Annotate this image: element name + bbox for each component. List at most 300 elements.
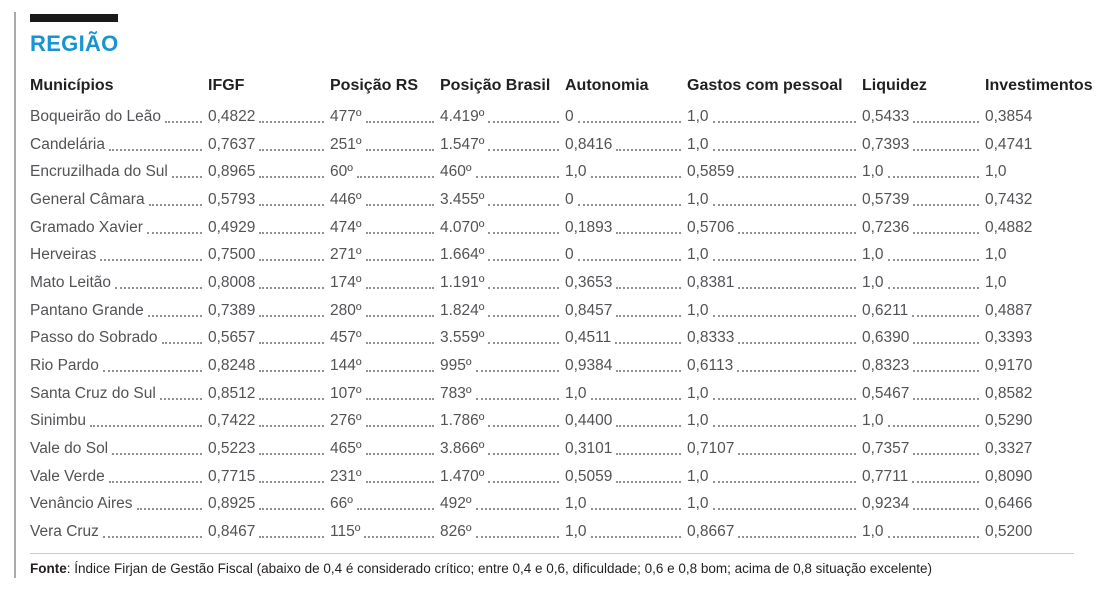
dot-leader: [888, 526, 979, 538]
cell-value: 0,4741: [985, 135, 1033, 153]
cell-value: 1,0: [985, 163, 1007, 181]
cell-posicao-brasil: [440, 412, 565, 430]
dot-leader: [259, 332, 324, 344]
dot-leader: [476, 526, 559, 538]
cell-value: Vera Cruz: [30, 523, 99, 541]
cell-value: 1.664º: [440, 246, 485, 264]
cell-value: 1,0: [687, 301, 709, 319]
cell-value: 1.786º: [440, 412, 485, 430]
cell-value: 783º: [440, 384, 472, 402]
cell-posicao-brasil: [440, 136, 565, 154]
table-row: [30, 463, 1104, 491]
dot-leader: [591, 388, 681, 400]
cell-autonomia: [565, 468, 687, 486]
cell-value: 271º: [330, 246, 362, 264]
cell-value: 0,5793: [208, 190, 256, 208]
dot-leader: [488, 249, 559, 261]
dot-leader: [488, 222, 559, 234]
table-row: [30, 435, 1104, 463]
cell-value: 1,0: [687, 467, 709, 485]
cell-posicao-brasil: [440, 163, 565, 181]
table-row: [30, 214, 1104, 242]
cell-value: 3.559º: [440, 329, 485, 347]
cell-value: 251º: [330, 135, 362, 153]
dot-leader: [259, 166, 324, 178]
dot-leader: [616, 443, 681, 455]
dot-leader: [913, 360, 979, 372]
cell-value: 0,5467: [862, 384, 910, 402]
cell-gastos-pessoal: [687, 274, 862, 292]
dot-leader: [259, 526, 324, 538]
cell-autonomia: [565, 191, 687, 209]
cell-value: 0,3393: [985, 329, 1033, 347]
dot-leader: [713, 139, 856, 151]
dot-leader: [476, 388, 559, 400]
cell-investimentos: [985, 495, 1104, 513]
cell-value: 1,0: [687, 135, 709, 153]
cell-value: 0,4882: [985, 218, 1033, 236]
cell-gastos-pessoal: [687, 412, 862, 430]
cell-municipio: [30, 108, 208, 126]
dot-leader: [888, 166, 979, 178]
dot-leader: [912, 471, 979, 483]
cell-value: Rio Pardo: [30, 357, 99, 375]
cell-municipio: [30, 523, 208, 541]
dot-leader: [913, 222, 979, 234]
cell-value: General Câmara: [30, 190, 145, 208]
dot-leader: [913, 443, 979, 455]
cell-autonomia: [565, 495, 687, 513]
cell-value: Gramado Xavier: [30, 218, 143, 236]
dot-leader: [259, 360, 324, 372]
cell-value: 1.191º: [440, 273, 485, 291]
cell-posicao-rs: [330, 495, 440, 513]
cell-value: 474º: [330, 218, 362, 236]
cell-value: 0,9170: [985, 357, 1033, 375]
cell-posicao-brasil: [440, 523, 565, 541]
table-header-row: [30, 71, 1104, 101]
cell-value: 1,0: [565, 495, 587, 513]
dot-leader: [259, 222, 324, 234]
cell-value: Encruzilhada do Sul: [30, 163, 168, 181]
dot-leader: [591, 498, 681, 510]
cell-ifgf: [208, 274, 330, 292]
cell-municipio: [30, 136, 208, 154]
page-content: [30, 0, 1104, 576]
dot-leader: [476, 498, 559, 510]
cell-posicao-rs: [330, 246, 440, 264]
cell-value: 1.824º: [440, 301, 485, 319]
cell-value: 0,7236: [862, 218, 910, 236]
cell-municipio: [30, 385, 208, 403]
cell-posicao-rs: [330, 274, 440, 292]
cell-value: 492º: [440, 495, 472, 513]
source-label: Fonte: [30, 561, 67, 576]
dot-leader: [738, 526, 856, 538]
dot-leader: [366, 332, 434, 344]
dot-leader: [366, 388, 434, 400]
cell-liquidez: [862, 468, 985, 486]
cell-value: Herveiras: [30, 246, 97, 264]
dot-leader: [366, 194, 434, 206]
cell-value: 0: [565, 107, 574, 125]
dot-leader: [259, 471, 324, 483]
cell-value: 1,0: [687, 384, 709, 402]
dot-leader: [713, 194, 856, 206]
dot-leader: [488, 277, 559, 289]
cell-value: 144º: [330, 357, 362, 375]
dot-leader: [366, 360, 434, 372]
table-row: [30, 297, 1104, 325]
dot-leader: [103, 360, 202, 372]
cell-gastos-pessoal: [687, 385, 862, 403]
column-header-posicao-rs: Posição RS: [330, 77, 419, 94]
cell-value: 107º: [330, 384, 362, 402]
cell-value: 0,7711: [862, 467, 909, 485]
cell-value: 0,5706: [687, 218, 735, 236]
cell-value: Candelária: [30, 135, 105, 153]
dot-leader: [616, 360, 681, 372]
cell-liquidez: [862, 495, 985, 513]
column-header-ifgf: IFGF: [208, 77, 245, 94]
cell-posicao-brasil: [440, 385, 565, 403]
column-header-autonomia: Autonomia: [565, 77, 649, 94]
cell-value: 0,8512: [208, 384, 256, 402]
column-header-posicao-brasil: Posição Brasil: [440, 77, 551, 94]
cell-posicao-rs: [330, 412, 440, 430]
cell-posicao-rs: [330, 468, 440, 486]
cell-value: 0,6211: [862, 301, 909, 319]
cell-value: 1,0: [687, 412, 709, 430]
cell-value: 3.866º: [440, 440, 485, 458]
cell-ifgf: [208, 246, 330, 264]
dot-leader: [149, 194, 202, 206]
dot-leader: [738, 277, 856, 289]
cell-value: 0,3327: [985, 440, 1033, 458]
cell-value: Pantano Grande: [30, 301, 144, 319]
dot-leader: [148, 305, 202, 317]
cell-liquidez: [862, 163, 985, 181]
dot-leader: [913, 498, 979, 510]
dot-leader: [364, 526, 434, 538]
cell-gastos-pessoal: [687, 302, 862, 320]
table-row: [30, 103, 1104, 131]
cell-municipio: [30, 163, 208, 181]
cell-investimentos: [985, 108, 1104, 126]
cell-value: 0,8582: [985, 384, 1033, 402]
cell-value: 4.070º: [440, 218, 485, 236]
cell-ifgf: [208, 136, 330, 154]
dot-leader: [713, 471, 856, 483]
cell-autonomia: [565, 412, 687, 430]
cell-value: 115º: [330, 523, 361, 541]
cell-value: 1,0: [687, 107, 709, 125]
dot-leader: [90, 415, 202, 427]
dot-leader: [616, 222, 681, 234]
cell-investimentos: [985, 136, 1104, 154]
cell-value: 0,8248: [208, 357, 256, 375]
cell-gastos-pessoal: [687, 329, 862, 347]
table-row: [30, 408, 1104, 436]
dot-leader: [616, 139, 681, 151]
cell-municipio: [30, 246, 208, 264]
cell-municipio: [30, 357, 208, 375]
cell-value: 460º: [440, 163, 472, 181]
cell-value: 1.547º: [440, 135, 485, 153]
cell-municipio: [30, 274, 208, 292]
cell-municipio: [30, 219, 208, 237]
cell-investimentos: [985, 246, 1104, 264]
left-margin-rule: [14, 12, 16, 578]
cell-value: 1.470º: [440, 467, 485, 485]
dot-leader: [488, 305, 559, 317]
dot-leader: [357, 498, 434, 510]
dot-leader: [109, 471, 202, 483]
cell-value: 1,0: [862, 163, 884, 181]
cell-municipio: [30, 468, 208, 486]
cell-autonomia: [565, 523, 687, 541]
cell-value: 0,5059: [565, 467, 613, 485]
cell-investimentos: [985, 191, 1104, 209]
dot-leader: [713, 388, 856, 400]
cell-autonomia: [565, 136, 687, 154]
municipalities-table: [30, 71, 1104, 546]
dot-leader: [738, 443, 856, 455]
cell-value: 0,6466: [985, 495, 1033, 513]
cell-value: 465º: [330, 440, 362, 458]
cell-value: 1,0: [985, 246, 1007, 264]
cell-liquidez: [862, 385, 985, 403]
cell-ifgf: [208, 108, 330, 126]
cell-ifgf: [208, 412, 330, 430]
dot-leader: [488, 332, 559, 344]
dot-leader: [578, 111, 681, 123]
cell-value: 0,5739: [862, 190, 910, 208]
cell-value: 0,8457: [565, 301, 613, 319]
cell-posicao-rs: [330, 385, 440, 403]
dot-leader: [913, 194, 979, 206]
cell-posicao-rs: [330, 357, 440, 375]
cell-municipio: [30, 412, 208, 430]
dot-leader: [366, 415, 434, 427]
cell-value: 0,8008: [208, 273, 256, 291]
cell-autonomia: [565, 219, 687, 237]
column-header-municipios: Municípios: [30, 77, 114, 94]
dot-leader: [738, 222, 856, 234]
cell-municipio: [30, 329, 208, 347]
cell-gastos-pessoal: [687, 468, 862, 486]
cell-investimentos: [985, 523, 1104, 541]
table-row: [30, 518, 1104, 546]
cell-value: 0,8090: [985, 467, 1033, 485]
dot-leader: [488, 194, 559, 206]
dot-leader: [147, 222, 202, 234]
dot-leader: [913, 111, 979, 123]
cell-autonomia: [565, 108, 687, 126]
cell-value: 1,0: [862, 246, 884, 264]
cell-gastos-pessoal: [687, 246, 862, 264]
cell-value: 0,4929: [208, 218, 256, 236]
cell-municipio: [30, 302, 208, 320]
cell-posicao-rs: [330, 329, 440, 347]
column-header-liquidez: Liquidez: [862, 77, 927, 94]
dot-leader: [172, 166, 202, 178]
dot-leader: [616, 415, 681, 427]
dot-leader: [737, 360, 856, 372]
cell-investimentos: [985, 219, 1104, 237]
cell-value: 0,5433: [862, 107, 910, 125]
dot-leader: [366, 139, 434, 151]
cell-posicao-brasil: [440, 108, 565, 126]
table-row: [30, 241, 1104, 269]
cell-value: 0,7432: [985, 190, 1033, 208]
cell-value: 1,0: [565, 384, 587, 402]
cell-ifgf: [208, 302, 330, 320]
dot-leader: [913, 388, 979, 400]
dot-leader: [488, 111, 559, 123]
dot-leader: [713, 415, 856, 427]
cell-liquidez: [862, 246, 985, 264]
cell-value: 0: [565, 246, 574, 264]
source-note: [30, 553, 1074, 576]
cell-posicao-rs: [330, 440, 440, 458]
dot-leader: [738, 332, 856, 344]
dot-leader: [713, 305, 856, 317]
cell-value: 231º: [330, 467, 362, 485]
page-title: REGIÃO: [30, 31, 119, 56]
cell-autonomia: [565, 302, 687, 320]
cell-value: 0,5859: [687, 163, 735, 181]
dot-leader: [259, 277, 324, 289]
table-row: [30, 380, 1104, 408]
table-row: [30, 186, 1104, 214]
cell-posicao-brasil: [440, 329, 565, 347]
dot-leader: [616, 471, 681, 483]
cell-posicao-brasil: [440, 468, 565, 486]
cell-gastos-pessoal: [687, 440, 862, 458]
cell-value: 0,7422: [208, 412, 256, 430]
dot-leader: [366, 305, 434, 317]
dot-leader: [913, 332, 979, 344]
cell-value: Santa Cruz do Sul: [30, 384, 156, 402]
cell-liquidez: [862, 136, 985, 154]
cell-investimentos: [985, 468, 1104, 486]
dot-leader: [259, 305, 324, 317]
dot-leader: [616, 305, 681, 317]
cell-autonomia: [565, 329, 687, 347]
cell-value: Mato Leitão: [30, 273, 111, 291]
cell-autonomia: [565, 385, 687, 403]
dot-leader: [591, 526, 681, 538]
table-row: [30, 158, 1104, 186]
cell-posicao-rs: [330, 219, 440, 237]
cell-liquidez: [862, 274, 985, 292]
cell-ifgf: [208, 191, 330, 209]
cell-value: Boqueirão do Leão: [30, 107, 162, 125]
cell-value: 276º: [330, 412, 362, 430]
dot-leader: [112, 443, 202, 455]
cell-posicao-brasil: [440, 191, 565, 209]
column-header-gastos-pessoal: Gastos com pessoal: [687, 77, 843, 94]
cell-posicao-rs: [330, 523, 440, 541]
dot-leader: [160, 388, 202, 400]
cell-ifgf: [208, 523, 330, 541]
cell-value: 0,7637: [208, 135, 256, 153]
cell-value: 280º: [330, 301, 362, 319]
dot-leader: [366, 471, 434, 483]
cell-value: 1,0: [862, 273, 884, 291]
cell-value: 0,7715: [208, 467, 256, 485]
dot-leader: [259, 139, 324, 151]
cell-value: 0,5290: [985, 412, 1033, 430]
cell-posicao-brasil: [440, 302, 565, 320]
dot-leader: [259, 498, 324, 510]
cell-liquidez: [862, 302, 985, 320]
column-header-investimentos: Investimentos: [985, 77, 1093, 94]
cell-liquidez: [862, 357, 985, 375]
cell-value: 0,6390: [862, 329, 910, 347]
cell-posicao-brasil: [440, 246, 565, 264]
cell-liquidez: [862, 219, 985, 237]
cell-value: 0,9384: [565, 357, 613, 375]
cell-value: 0,8667: [687, 523, 735, 541]
cell-ifgf: [208, 219, 330, 237]
cell-autonomia: [565, 440, 687, 458]
cell-posicao-brasil: [440, 357, 565, 375]
dot-leader: [476, 360, 559, 372]
cell-ifgf: [208, 357, 330, 375]
source-text: : Índice Firjan de Gestão Fiscal (abaixo de 0,4 é considerado crítico; entre 0,4 e 0,6, dificuldade; 0,6 e 0,8 bom; acima de 0,8 situação excelente): [66, 561, 932, 576]
cell-gastos-pessoal: [687, 191, 862, 209]
cell-investimentos: [985, 163, 1104, 181]
cell-gastos-pessoal: [687, 219, 862, 237]
dot-leader: [109, 139, 202, 151]
table-row: [30, 352, 1104, 380]
cell-posicao-rs: [330, 302, 440, 320]
cell-value: 1,0: [687, 495, 709, 513]
cell-value: 0,8925: [208, 495, 256, 513]
section-marker-bar: [30, 14, 118, 22]
dot-leader: [366, 443, 434, 455]
dot-leader: [162, 332, 202, 344]
cell-value: 0,8323: [862, 357, 910, 375]
cell-value: 1,0: [687, 190, 709, 208]
cell-investimentos: [985, 440, 1104, 458]
cell-value: 0,8965: [208, 163, 256, 181]
dot-leader: [488, 139, 559, 151]
dot-leader: [488, 415, 559, 427]
cell-value: 1,0: [862, 523, 884, 541]
cell-ifgf: [208, 495, 330, 513]
cell-value: 0,8381: [687, 273, 735, 291]
dot-leader: [615, 332, 681, 344]
dot-leader: [366, 277, 434, 289]
cell-value: 457º: [330, 329, 362, 347]
dot-leader: [115, 277, 202, 289]
cell-investimentos: [985, 385, 1104, 403]
cell-value: 0,3854: [985, 107, 1033, 125]
cell-value: 1,0: [687, 246, 709, 264]
cell-value: 174º: [330, 273, 362, 291]
cell-value: 0,4822: [208, 107, 256, 125]
dot-leader: [738, 166, 856, 178]
cell-gastos-pessoal: [687, 108, 862, 126]
cell-gastos-pessoal: [687, 495, 862, 513]
cell-value: 0,7389: [208, 301, 256, 319]
dot-leader: [366, 111, 434, 123]
cell-value: 0,9234: [862, 495, 910, 513]
cell-value: 0,5223: [208, 440, 256, 458]
